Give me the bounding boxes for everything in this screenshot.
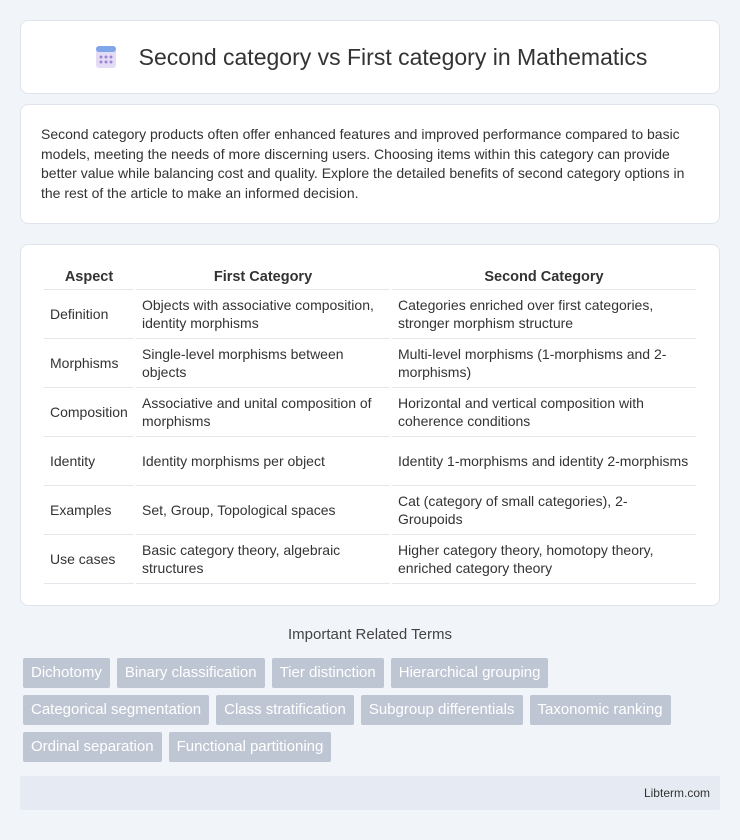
table-header-row	[44, 265, 696, 290]
cell-first: Basic category theory, algebraic structures	[136, 535, 390, 584]
related-term-tag[interactable]: Class stratification	[216, 695, 354, 725]
header-first-category: First Category	[136, 265, 390, 290]
document-icon	[93, 44, 119, 70]
cell-aspect: Use cases	[44, 535, 134, 584]
related-term-tag[interactable]: Tier distinction	[272, 658, 384, 688]
table-row	[44, 388, 696, 437]
related-term-tag[interactable]: Taxonomic ranking	[530, 695, 671, 725]
intro-text: Second category products often offer enhanced features and improved performance compared to basic models, meeting the needs of more discerning users. Choosing items within this category can provide better value while balancing cost and quality. Explore the detailed benefits of second category options in the rest of the article to make an informed decision.	[41, 126, 685, 201]
related-terms-title: Important Related Terms	[288, 626, 452, 643]
intro-card	[20, 104, 720, 224]
cell-second: Multi-level morphisms (1-morphisms and 2-morphisms)	[392, 339, 696, 388]
header-second-category: Second Category	[392, 265, 696, 290]
cell-first: Objects with associative composition, identity morphisms	[136, 290, 390, 339]
cell-aspect: Morphisms	[44, 339, 134, 388]
cell-second: Horizontal and vertical composition with coherence conditions	[392, 388, 696, 437]
cell-first: Identity morphisms per object	[136, 437, 390, 486]
cell-first: Set, Group, Topological spaces	[136, 486, 390, 535]
related-term-tag[interactable]: Functional partitioning	[169, 732, 332, 762]
cell-second: Identity 1-morphisms and identity 2-morphisms	[392, 437, 696, 486]
cell-first: Single-level morphisms between objects	[136, 339, 390, 388]
cell-aspect: Composition	[44, 388, 134, 437]
cell-aspect: Definition	[44, 290, 134, 339]
header-aspect: Aspect	[44, 265, 134, 290]
table-row	[44, 290, 696, 339]
comparison-table-card	[20, 244, 720, 606]
related-terms-list	[23, 658, 723, 762]
comparison-table	[42, 265, 698, 584]
cell-second: Higher category theory, homotopy theory, enriched category theory	[392, 535, 696, 584]
footer-site-link[interactable]: Libterm.com	[643, 786, 710, 800]
table-row	[44, 486, 696, 535]
related-term-tag[interactable]: Binary classification	[117, 658, 265, 688]
title-card	[20, 20, 720, 94]
cell-first: Associative and unital composition of morphisms	[136, 388, 390, 437]
cell-aspect: Examples	[44, 486, 134, 535]
table-row	[44, 437, 696, 486]
related-term-tag[interactable]: Hierarchical grouping	[391, 658, 549, 688]
related-term-tag[interactable]: Ordinal separation	[23, 732, 162, 762]
footer	[20, 776, 720, 810]
table-row	[44, 339, 696, 388]
cell-second: Categories enriched over first categories, stronger morphism structure	[392, 290, 696, 339]
table-row	[44, 535, 696, 584]
related-term-tag[interactable]: Categorical segmentation	[23, 695, 209, 725]
related-term-tag[interactable]: Subgroup differentials	[361, 695, 523, 725]
related-term-tag[interactable]: Dichotomy	[23, 658, 110, 688]
page-title: Second category vs First category in Mathematics	[138, 43, 648, 70]
cell-aspect: Identity	[44, 437, 134, 486]
cell-second: Cat (category of small categories), 2-Groupoids	[392, 486, 696, 535]
